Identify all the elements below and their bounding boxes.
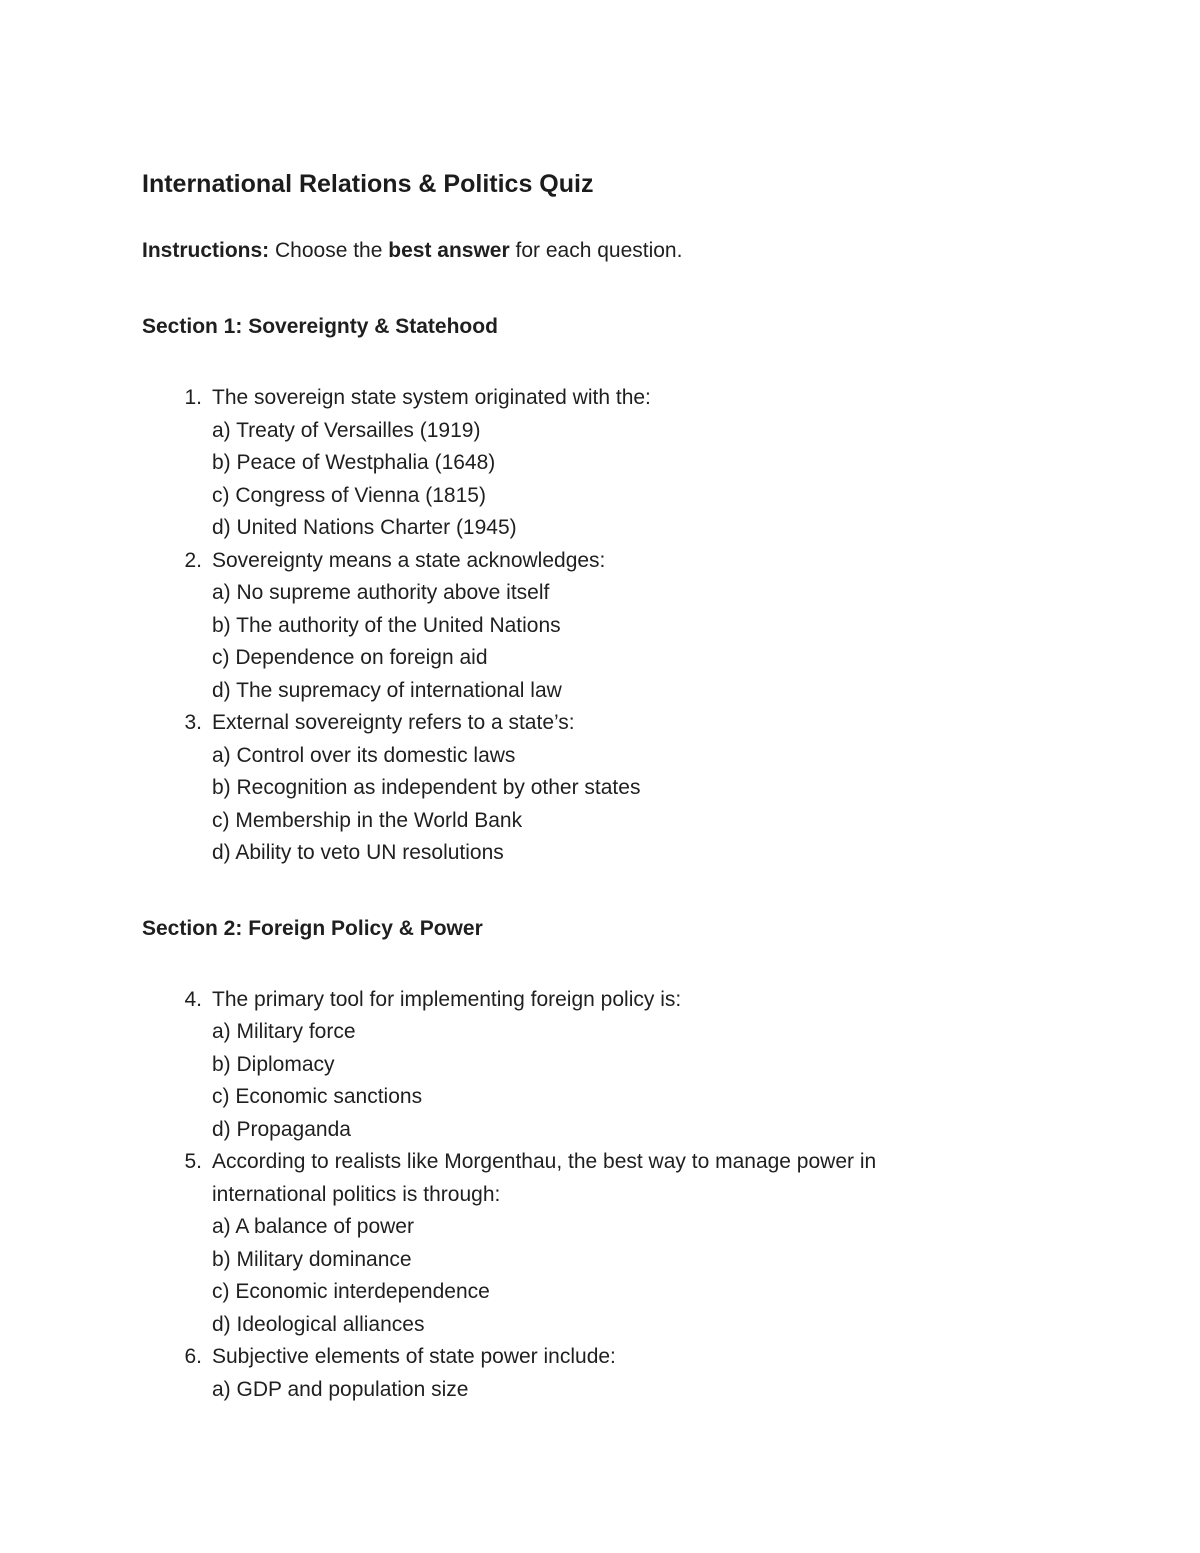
option-a: a) Military force [212,1020,356,1043]
instructions-label: Instructions: [142,239,270,262]
question-4 [142,984,1102,1147]
option-d: d) Ability to veto UN resolutions [212,841,504,864]
option-c: c) Membership in the World Bank [212,808,523,832]
option-a: a) Control over its domestic laws [212,743,516,767]
option-d: d) Ideological alliances [212,1312,425,1336]
option-c: c) Congress of Vienna (1815) [212,483,486,507]
question-text: The sovereign state system originated with the: [212,386,651,409]
option-a: a) A balance of power [212,1215,414,1238]
question-3 [142,707,1102,870]
question-2 [142,545,1102,708]
question-text: Subjective elements of state power include: [212,1345,616,1368]
question-1 [142,382,1102,545]
option-b: b) Peace of Westphalia (1648) [212,451,496,474]
question-number: 5. [184,1150,202,1173]
option-b: b) Military dominance [212,1247,412,1271]
page-title: International Relations & Politics Quiz [142,170,594,198]
question-5 [142,1146,1102,1341]
question-number: 6. [184,1345,202,1368]
section-2-question-list [142,984,1102,1407]
option-a: a) GDP and population size [212,1377,469,1401]
question-number: 3. [184,711,202,734]
option-a: a) Treaty of Versailles (1919) [212,418,481,442]
instructions-text-before: Choose the [269,239,389,262]
question-text: Sovereignty means a state acknowledges: [212,548,606,572]
question-text: The primary tool for implementing foreign policy is: [212,987,682,1011]
option-c: c) Economic interdependence [212,1280,490,1303]
question-number: 4. [184,987,202,1011]
option-a: a) No supreme authority above itself [212,581,550,604]
section-1-question-list [142,382,1102,870]
instructions [142,236,1102,266]
option-b: b) Recognition as independent by other states [212,776,641,799]
option-b: b) The authority of the United Nations [212,613,561,637]
document-page [142,168,1102,1406]
option-d: d) The supremacy of international law [212,678,562,702]
instructions-text-after: for each question. [509,239,683,262]
question-6 [142,1341,1102,1406]
option-c: c) Dependence on foreign aid [212,646,488,669]
option-d: d) United Nations Charter (1945) [212,516,517,539]
section-1-heading: Section 1: Sovereignty & Statehood [142,315,498,338]
question-text: External sovereignty refers to a state’s: [212,711,575,734]
question-number: 1. [184,386,202,409]
option-d: d) Propaganda [212,1117,351,1141]
option-c: c) Economic sanctions [212,1085,423,1108]
instructions-emphasis: best answer [388,239,510,262]
question-number: 2. [184,548,202,572]
question-text: According to realists like Morgenthau, the best way to manage power in international politics is through: [212,1150,877,1206]
option-b: b) Diplomacy [212,1052,335,1076]
section-2-heading: Section 2: Foreign Policy & Power [142,916,483,940]
